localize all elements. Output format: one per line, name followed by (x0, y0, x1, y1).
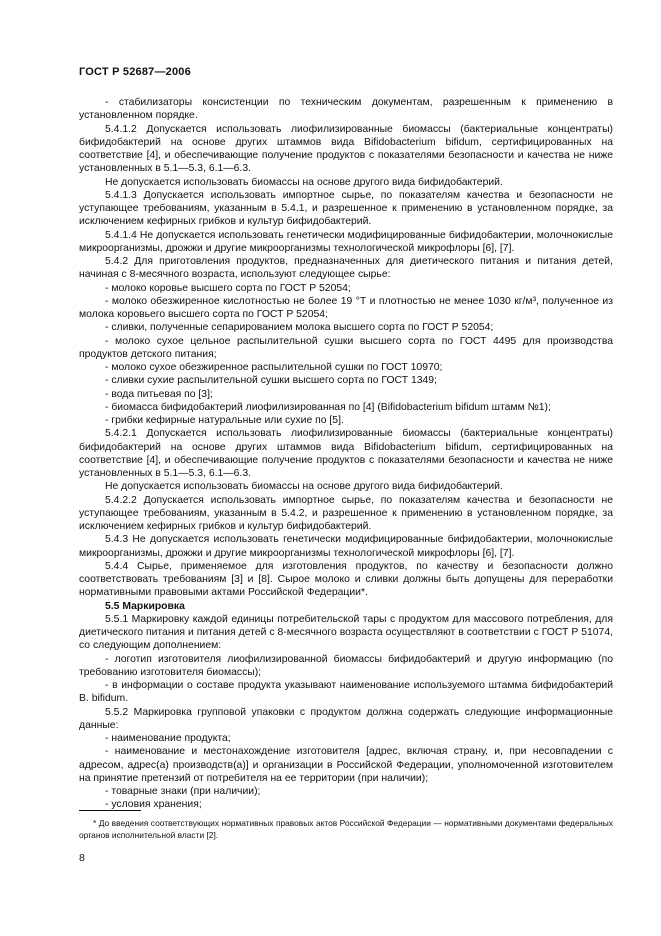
list-item: - грибки кефирные натуральные или сухие по [5]. (105, 415, 344, 426)
footnote (79, 817, 613, 842)
list-item: - наименование и местонахождение изготовителя [адрес, включая страну, и, при несовпадении с адресом, адрес(а) производств(а)] и организации в Российской Федерации, уполномоченной изготовителем на принятие претензий от потребителя на ее территории (при наличии); (79, 746, 613, 784)
list-item: - вода питьевая по [3]; (105, 388, 213, 400)
list-item: - сливки сухие распылительной сушки высшего сорта по ГОСТ 1349; (105, 375, 437, 387)
paragraph: 5.4.1.3 Допускается использовать импортное сырье, по показателям качества и безопасности не уступающее требованиям, указанным в 5.4.1, и разрешенное к применению в установленном порядке, за исключением кефирных грибков и культур бифидобактерий. (79, 189, 613, 228)
list-item: - товарные знаки (при наличии); (105, 786, 261, 797)
list-item: - молоко коровье высшего сорта по ГОСТ Р 52054; (105, 282, 351, 294)
paragraph: Не допускается использовать биомассы на основе другого вида бифидобактерий. (105, 176, 503, 188)
list-item: - сливки, полученные сепарированием молока высшего сорта по ГОСТ Р 52054; (105, 322, 494, 334)
document-header: ГОСТ Р 52687—2006 (79, 66, 191, 78)
footnote-divider (79, 810, 141, 811)
paragraph: 5.4.2.2 Допускается использовать импортное сырье, по показателям качества и безопасности не уступающее требованиям, указанным в 5.4.2, и разрешенное к применению в установленном порядке, за исключением кефирных грибков и культур бифидобактерий. (79, 494, 613, 532)
list-item: - наименование продукта; (105, 733, 231, 744)
paragraph: 5.4.4 Сырье, применяемое для изготовления продуктов, по качеству и безопасности должно соответствовать требованиям [3] и [8]. Сырое молоко и сливки должны быть допущены для переработки нормативными правовыми актами Российской Федерации*. (79, 560, 613, 599)
paragraph: 5.4.1.2 Допускается использовать лиофилизированные биомассы (бактериальные концентраты) бифидобактерий на основе других штаммов вида Bifidobacterium bifidum, сертифицированных на соответствие [4], и обеспечивающие получение продуктов с показателями безопасности и качества не ниже установленных в 5.1—5.3, 6.1—6.3. (79, 123, 613, 175)
paragraph: 5.4.3 Не допускается использовать генетически модифицированные бифидобактерии, молочнокислые микроорганизмы, дрожжи и другие микроорганизмы технологической микрофлоры [6], [7]. (79, 534, 613, 559)
list-item: - в информации о составе продукта указывают наименование используемого штамма бифидобактерий B. bifidum. (79, 680, 613, 705)
paragraph: 5.4.2.1 Допускается использовать лиофилизированные биомассы (бактериальные концентраты) бифидобактерий на основе других штаммов вида Bifidobacterium bifidum, сертифицированных на соответствие [4], и обеспечивающие получение продуктов с показателями безопасности и качества не ниже установленных в 5.1—5.3, 6.1—6.3. (79, 428, 613, 479)
paragraph: 5.5.1 Маркировку каждой единицы потребительской тары с продуктом для массового потребления, для диетического питания и питания детей с 8-месячного возраста осуществляют в соответствии с ГОСТ Р 51074, со следующим дополнением: (79, 613, 613, 652)
document-body (79, 96, 613, 812)
page-number: 8 (79, 852, 85, 864)
list-item: - логотип изготовителя лиофилизированной биомассы бифидобактерий и другую информацию (по требованию изготовителя биомассы); (79, 653, 613, 678)
section-heading: 5.5 Маркировка (105, 600, 185, 612)
paragraph: 5.4.2 Для приготовления продуктов, предназначенных для диетического питания и питания детей, начиная с 8-месячного возраста, используют следующее сырье: (79, 256, 613, 281)
paragraph: 5.4.1.4 Не допускается использовать генетически модифицированные бифидобактерии, молочнокислые микроорганизмы, дрожжи и другие микроорганизмы технологической микрофлоры [6], [7]. (79, 229, 613, 254)
list-item: - условия хранения; (105, 799, 202, 811)
paragraph: Не допускается использовать биомассы на основе другого вида бифидобактерий. (105, 481, 503, 493)
list-item: - биомасса бифидобактерий лиофилизированная по [4] (Bifidobacterium bifidum штамм №1); (105, 401, 551, 413)
footnote-text: * До введения соответствующих нормативных правовых актов Российской Федерации — нормативными документами федеральных органов исполнительной власти [2]. (79, 818, 613, 841)
list-item: - молоко обезжиренное кислотностью не более 19 °Т и плотностью не менее 1030 кг/м³, полученное из молока коровьего высшего сорта по ГОСТ Р 52054; (79, 295, 613, 320)
list-item: - молоко сухое цельное распылительной сушки высшего сорта по ГОСТ 4495 для производства продуктов детского питания; (79, 335, 613, 360)
paragraph: 5.5.2 Маркировка групповой упаковки с продуктом должна содержать следующие информационные данные: (79, 706, 613, 731)
list-item: - молоко сухое обезжиренное распылительной сушки по ГОСТ 10970; (105, 362, 443, 373)
paragraph: - стабилизаторы консистенции по техническим документам, разрешенным к применению в установленном порядке. (79, 97, 613, 122)
